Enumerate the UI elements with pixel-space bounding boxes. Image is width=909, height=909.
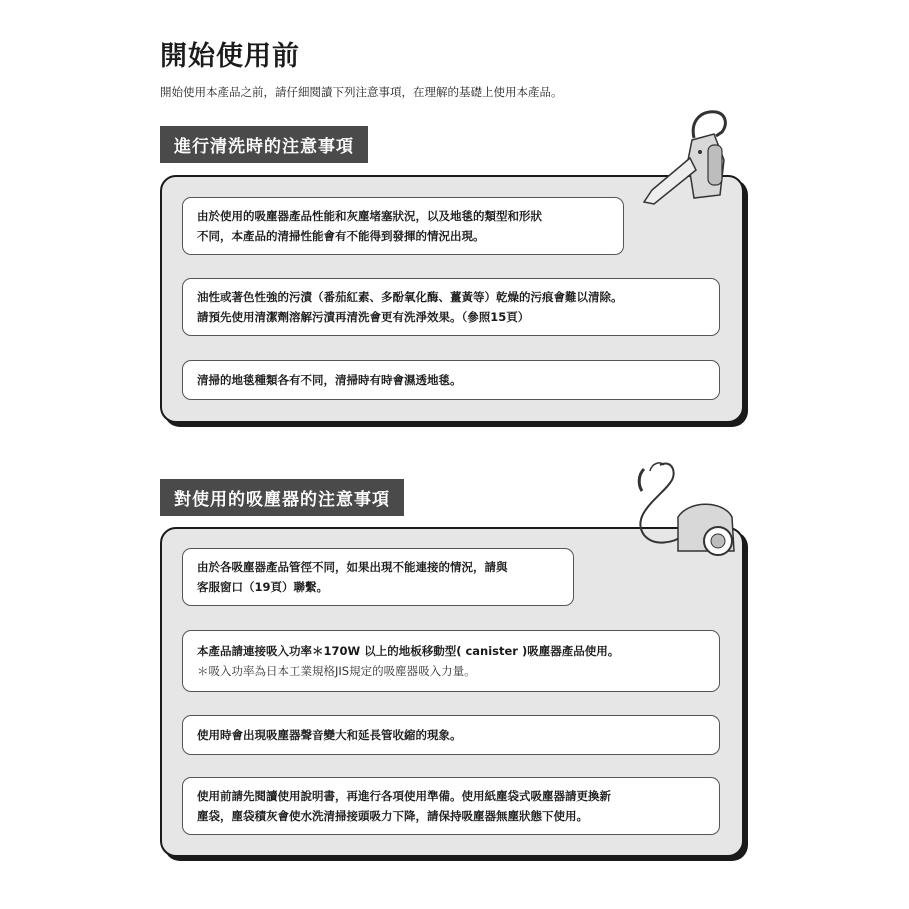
note-line: 使用前請先閱讀使用說明書，再進行各項使用準備。使用紙塵袋式吸塵器請更換新 xyxy=(197,789,611,803)
note-line: 由於各吸塵器產品管徑不同，如果出現不能連接的情況，請與 xyxy=(197,560,508,574)
canister-vacuum-illustration xyxy=(620,455,750,565)
note-line: 不同，本產品的清掃性能會有不能得到發揮的情況出現。 xyxy=(197,229,485,243)
note-footnote: ＊吸入功率為日本工業規格JIS規定的吸塵器吸入力量。 xyxy=(197,664,476,678)
note-line: 客服窗口（19頁）聯繫。 xyxy=(197,580,329,594)
section2-note-4 xyxy=(182,777,720,835)
note-line: 由於使用的吸塵器產品性能和灰塵堵塞狀況，以及地毯的類型和形狀 xyxy=(197,209,542,223)
section1-note-2 xyxy=(182,278,720,336)
note-line: 清掃的地毯種類各有不同，清掃時有時會濕透地毯。 xyxy=(197,373,462,387)
note-line: 使用時會出現吸塵器聲音變大和延長管收縮的現象。 xyxy=(197,728,462,742)
note-line: 請預先使用清潔劑溶解污漬再清洗會更有洗淨效果。（參照15頁） xyxy=(197,310,530,324)
intro-text: 開始使用本產品之前，請仔細閱讀下列注意事項，在理解的基礎上使用本產品。 xyxy=(160,85,563,99)
section1-note-1 xyxy=(182,197,624,255)
section2-note-3 xyxy=(182,715,720,755)
section1-title: 進行清洗時的注意事項 xyxy=(160,126,368,163)
section2-note-1 xyxy=(182,548,574,606)
section2-title: 對使用的吸塵器的注意事項 xyxy=(160,479,404,516)
note-line: 油性或著色性強的污漬（番茄紅素、多酚氧化酶、薑黃等）乾燥的污痕會難以清除。 xyxy=(197,290,623,304)
note-line: 本產品請連接吸入功率＊170W 以上的地板移動型( canister )吸塵器產品使用。 xyxy=(197,644,620,658)
handheld-vacuum-illustration xyxy=(632,100,742,210)
page-title: 開始使用前 xyxy=(160,41,300,72)
note-line: 塵袋，塵袋積灰會使水洗清掃接頭吸力下降，請保持吸塵器無塵狀態下使用。 xyxy=(197,809,588,823)
section2-note-2 xyxy=(182,630,720,692)
section1-note-3 xyxy=(182,360,720,400)
